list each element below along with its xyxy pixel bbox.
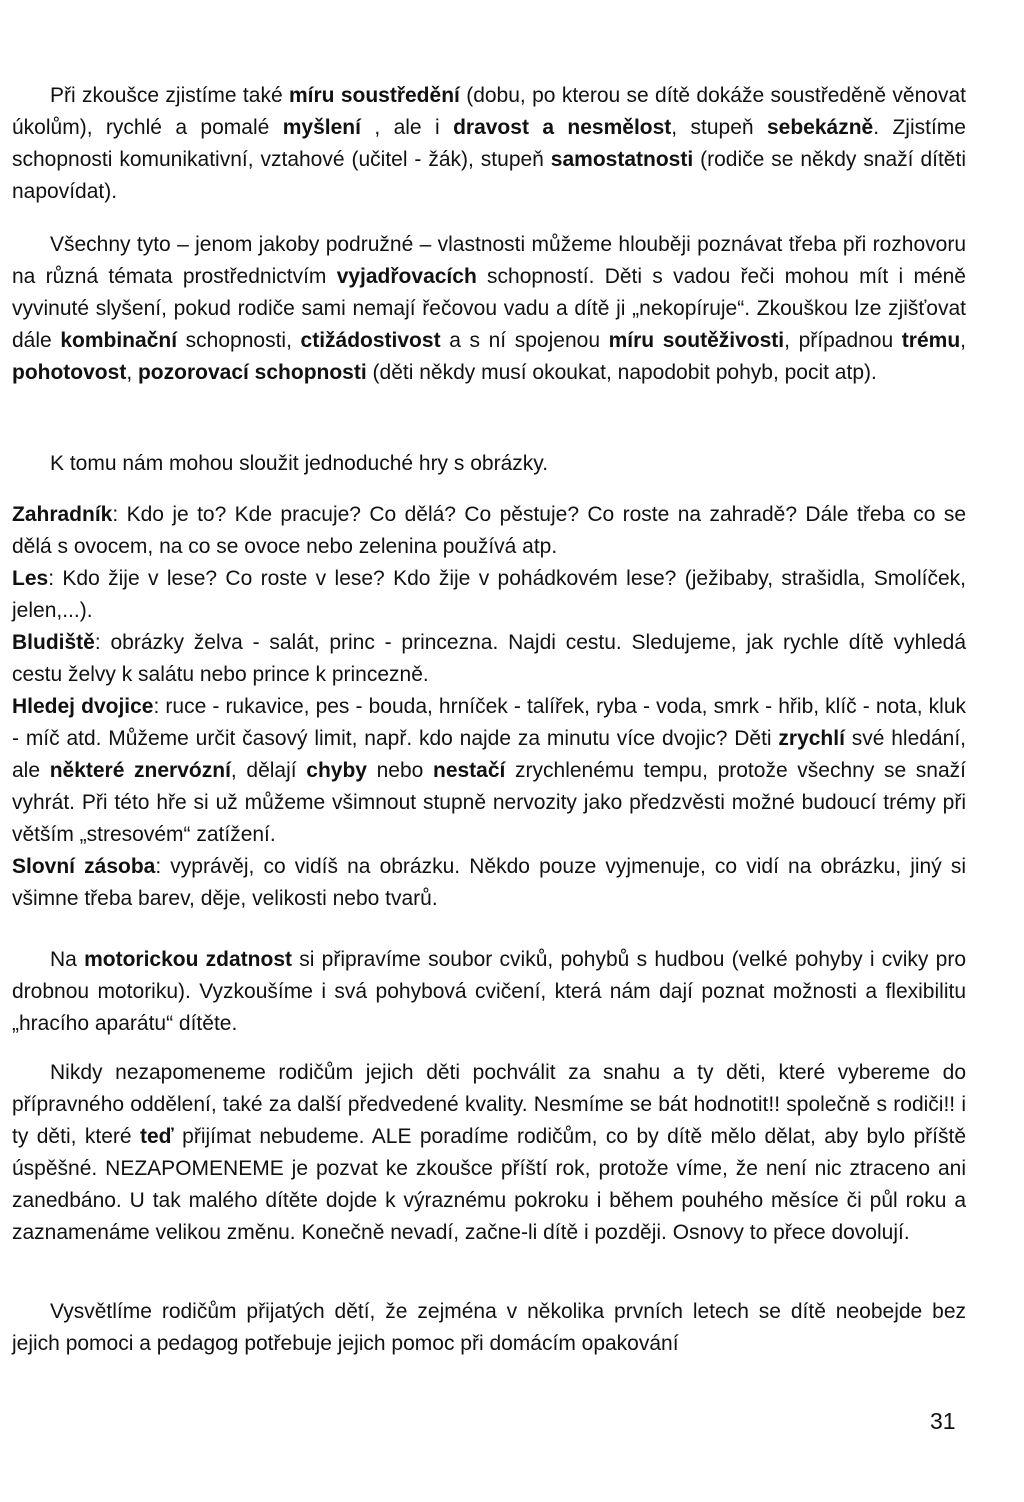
bold-term: sebekázně — [767, 116, 874, 139]
text-run: , — [126, 361, 138, 384]
bold-term: Hledej dvojice — [12, 695, 154, 718]
bold-term: míru soutěživosti — [608, 329, 785, 352]
paragraph-3 — [12, 448, 966, 480]
bold-term: kombinační — [60, 329, 178, 352]
paragraph-hledej-dvojice — [12, 691, 966, 851]
bold-term: Bludiště — [12, 631, 95, 654]
paragraph-slovni-zasoba — [12, 851, 966, 915]
bold-term: vyjadřovacích — [336, 265, 477, 288]
text-run: Na — [50, 948, 85, 971]
text-run: : Kdo je to? Kde pracuje? Co dělá? Co pěstuje? Co roste na zahradě? Dále třeba co se dělá s ovocem, na co se ovoce nebo zelenina používá atp. — [12, 503, 966, 558]
text-run: , případnou — [784, 329, 902, 352]
text-run: : ruce - rukavice, pes - bouda, hrníček - talířek, ryba - voda, smrk - hřib, klíč - nota, kluk - míč atd. Můžeme určit časový limit, např. kdo najde za minutu více dvojic? Děti — [12, 695, 967, 750]
text-run: Nikdy nezapomeneme rodičům jejich děti pochválit za snahu a ty děti, které vybereme do přípravného oddělení, také za další předvedené kvality. Nesmíme se bát hodnotit!! společně s rodiči!! i ty děti, které — [12, 1061, 966, 1148]
text-run: (děti někdy musí okoukat, napodobit pohyb, pocit atp). — [366, 361, 877, 384]
bold-term: pohotovost — [12, 361, 127, 384]
bold-term: nestačí — [433, 759, 506, 782]
paragraph-bludiste — [12, 627, 966, 691]
bold-term: samostatnosti — [550, 148, 694, 171]
bold-term: míru soustředění — [288, 84, 460, 107]
bold-term: pozorovací schopnosti — [137, 361, 367, 384]
text-run: , dělají — [230, 759, 307, 782]
bold-term: teď — [139, 1125, 174, 1148]
text-run: Při zkoušce zjistíme také — [50, 84, 289, 107]
text-run: : vyprávěj, co vidíš na obrázku. Někdo pouze vyjmenuje, co vidí na obrázku, jiný si všimne třeba barev, děje, velikosti nebo tvarů. — [12, 855, 966, 910]
text-run: Vysvětlíme rodičům přijatých dětí, že zejména v několika prvních letech se dítě neobejde bez jejich pomoci a pedagog potřebuje jejich pomoc při domácím opakování — [12, 1300, 966, 1355]
text-run: , ale i — [360, 116, 454, 139]
page-number: 31 — [930, 1408, 956, 1434]
bold-term: Slovní zásoba — [12, 855, 156, 878]
text-run: přijímat nebudeme. ALE poradíme rodičům, co by dítě mělo dělat, aby bylo příště úspěšné. NEZAPOMENEME je pozvat ke zkoušce příští rok, protože víme, že není nic ztraceno ani zanedbáno. U tak malého dítěte dojde k výraznému pokroku i během pouhého měsíce či půl roku a zaznamenáme velikou změnu. Konečně nevadí, začne-li dítě i později. Osnovy to přece dovolují. — [12, 1125, 967, 1244]
bold-term: Les — [12, 567, 49, 590]
bold-term: zrychlí — [778, 727, 845, 750]
bold-term: trému — [901, 329, 961, 352]
text-run: Všechny tyto – jenom jakoby podružné – vlastnosti můžeme hlouběji poznávat třeba při rozhovoru na různá témata prostřednictvím — [12, 233, 966, 288]
bold-term: některé znervózní — [49, 759, 231, 782]
text-run: (rodiče se někdy snaží dítěti napovídat). — [12, 148, 966, 203]
text-run: . Zjistíme schopnosti komunikativní, vztahové (učitel - žák), stupeň — [12, 116, 966, 171]
text-run: : obrázky želva - salát, princ - princezna. Najdi cestu. Sledujeme, jak rychle dítě vyhledá cestu želvy k salátu nebo prince k princezně. — [12, 631, 966, 686]
paragraph-motoricka-zdatnost — [12, 944, 966, 1040]
text-run: K tomu nám mohou sloužit jednoduché hry s obrázky. — [50, 452, 549, 475]
text-run: své hledání, ale — [12, 727, 966, 782]
paragraph-les — [12, 563, 966, 627]
bold-term: myšlení — [282, 116, 361, 139]
bold-term: chyby — [306, 759, 367, 782]
bold-term: Zahradník — [12, 503, 113, 526]
paragraph-vysvetlime — [12, 1296, 966, 1360]
bold-term: dravost a nesmělost — [453, 116, 672, 139]
paragraph-nikdy-nezapomeneme — [12, 1057, 966, 1249]
paragraph-1 — [12, 80, 966, 208]
text-run: schopnosti, — [177, 329, 301, 352]
text-run: a s ní spojenou — [440, 329, 609, 352]
paragraph-2 — [12, 229, 966, 389]
bold-term: motorickou zdatnost — [84, 948, 293, 971]
bold-term: ctižádostivost — [300, 329, 441, 352]
text-run: si připravíme soubor cviků, pohybů s hudbou (velké pohyby i cviky pro drobnou motoriku). Vyzkoušíme i svá pohybová cvičení, která nám dají poznat možnosti a flexibilitu „hracího aparátu“ dítěte. — [12, 948, 967, 1035]
text-run: , stupeň — [671, 116, 767, 139]
text-run: , — [960, 329, 966, 352]
text-run: : Kdo žije v lese? Co roste v lese? Kdo žije v pohádkovém lese? (ježibaby, strašidla, Smolíček, jelen,...). — [12, 567, 966, 622]
text-run: (dobu, po kterou se dítě dokáže soustředěně věnovat úkolům), rychlé a pomalé — [12, 84, 966, 139]
paragraph-zahradnik — [12, 499, 966, 563]
text-run: nebo — [366, 759, 433, 782]
text-run: zrychlenému tempu, protože všechny se snaží vyhrát. Při této hře si už můžeme všimnout stupně nervozity jako předzvěsti možné budoucí trémy při větším „stresovém“ zatížení. — [12, 759, 966, 846]
text-run: schopností. Děti s vadou řeči mohou mít i méně vyvinuté slyšení, pokud rodiče sami nemají řečovou vadu a dítě ji „nekopíruje“. Zkouškou lze zjišťovat dále — [12, 265, 966, 352]
